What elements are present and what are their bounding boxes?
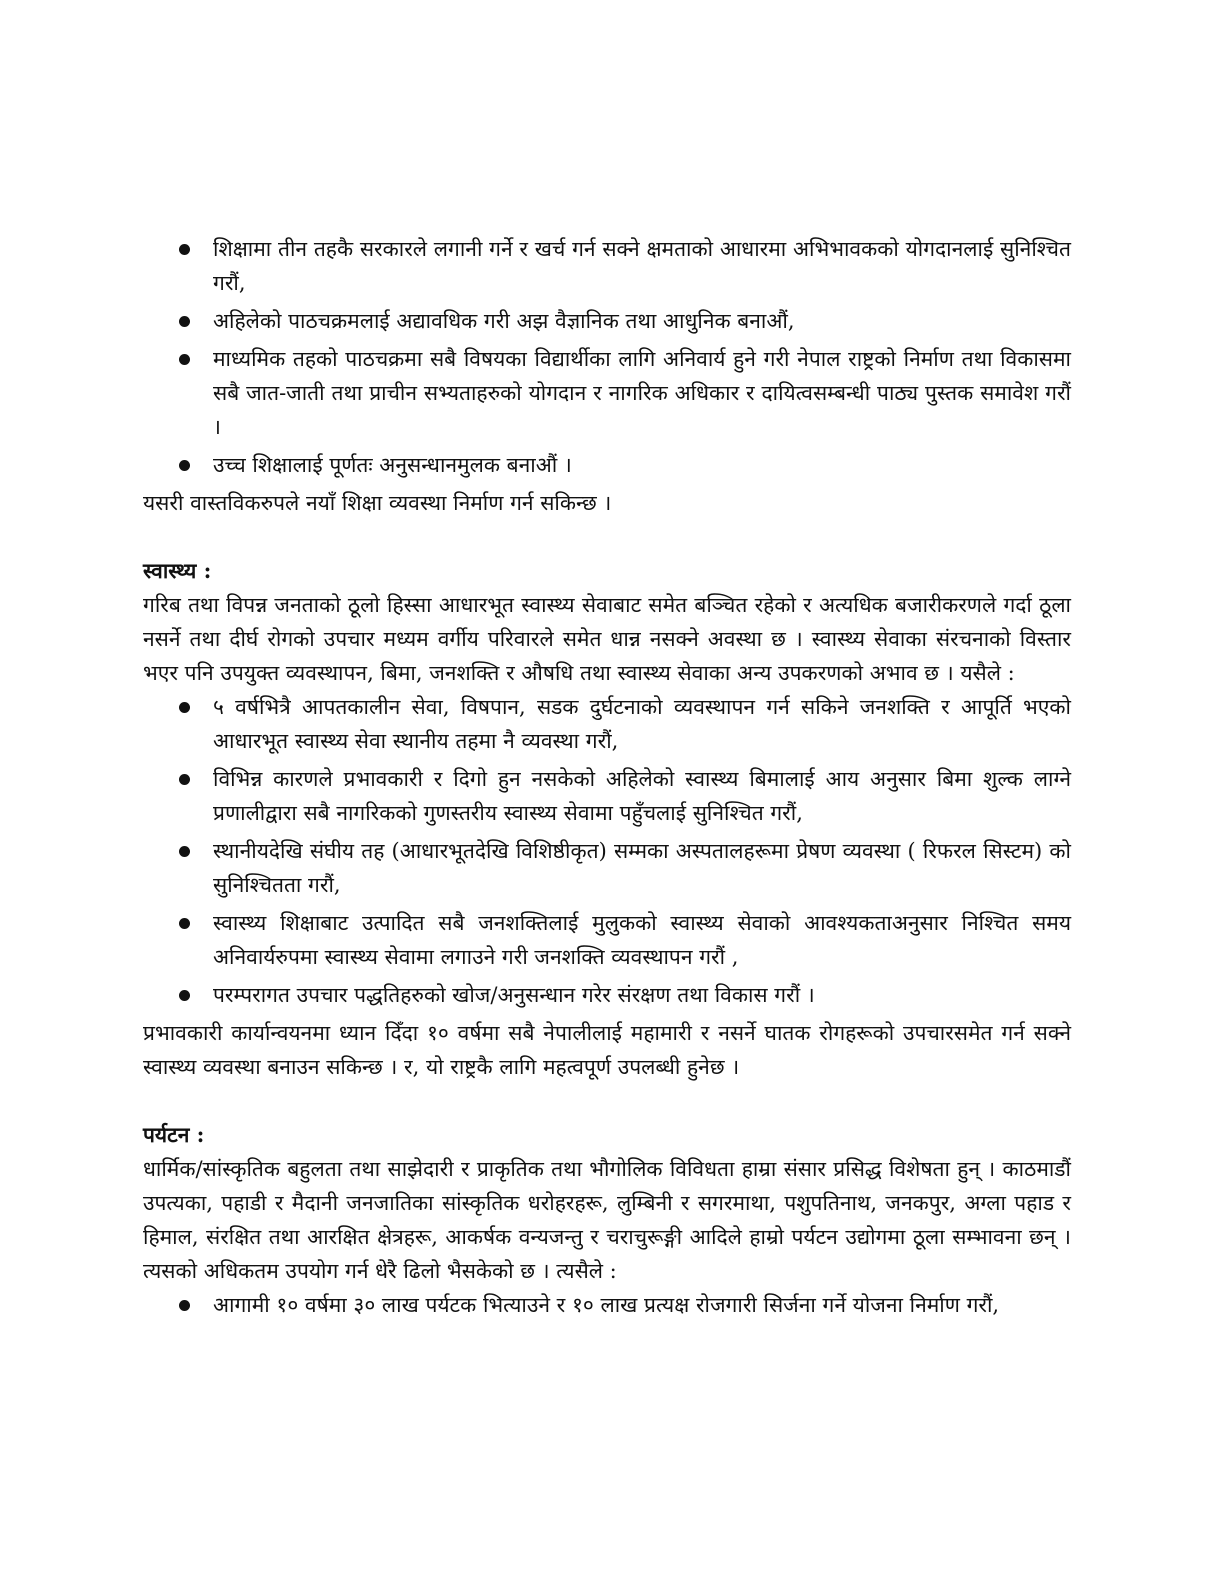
bullet-text: स्वास्थ्य शिक्षाबाट उत्पादित सबै जनशक्तिलाई मुलुकको स्वास्थ्य सेवाको आवश्यकताअनुसार निश्चित समय अनिवार्यरुपमा स्वास्थ्य सेवामा लगाउने गरी जनशक्ति व्यवस्थापन गरौं , <box>213 911 1071 969</box>
bullet-text: उच्च शिक्षालाई पूर्णतः अनुसन्धानमुलक बनाऔं । <box>213 453 572 477</box>
bullet-text: शिक्षामा तीन तहकै सरकारले लगानी गर्ने र खर्च गर्न सक्ने क्षमताको आधारमा अभिभावकको योगदानलाई सुनिश्चित गरौं, <box>213 237 1071 295</box>
list-item <box>143 342 1071 444</box>
list-item <box>143 232 1071 300</box>
bullet-icon <box>179 1300 190 1311</box>
document-page <box>143 232 1071 1326</box>
health-heading: स्वास्थ्य : <box>143 558 212 583</box>
list-item <box>143 690 1071 758</box>
bullet-text: स्थानीयदेखि संघीय तह (आधारभूतदेखि विशिष्ठीकृत) सम्मका अस्पतालहरूमा प्रेषण व्यवस्था ( रिफरल सिस्टम) को सुनिश्चितता गरौं, <box>213 839 1071 897</box>
education-bullet-list <box>143 232 1071 482</box>
bullet-icon <box>179 354 190 365</box>
list-item <box>143 1288 1071 1322</box>
bullet-icon <box>179 774 190 785</box>
bullet-icon <box>179 244 190 255</box>
bullet-text: ५ वर्षभित्रै आपतकालीन सेवा, विषपान, सडक दुर्घटनाको व्यवस्थापन गर्न सकिने जनशक्ति र आपूर्ति भएको आधारभूत स्वास्थ्य सेवा स्थानीय तहमा नै व्यवस्था गरौं, <box>213 695 1071 753</box>
list-item <box>143 978 1071 1012</box>
health-intro: गरिब तथा विपन्न जनताको ठूलो हिस्सा आधारभूत स्वास्थ्य सेवाबाट समेत बञ्चित रहेको र अत्यधिक बजारीकरणले गर्दा ठूला नसर्ने तथा दीर्घ रोगको उपचार मध्यम वर्गीय परिवारले समेत धान्न नसक्ने अवस्था छ । स्वास्थ्य सेवाका संरचनाको विस्तार भएर पनि उपयुक्त व्यवस्थापन, बिमा, जनशक्ति र औषधि तथा स्वास्थ्य सेवाका अन्य उपकरणको अभाव छ । यसैले : <box>143 593 1071 685</box>
tourism-bullet-list <box>143 1288 1071 1322</box>
tourism-intro: धार्मिक/सांस्कृतिक बहुलता तथा साझेदारी र प्राकृतिक तथा भौगोलिक विविधता हाम्रा संसार प्रसिद्ध विशेषता हुन् । काठमाडौं उपत्यका, पहाडी र मैदानी जनजातिका सांस्कृतिक धरोहरहरू, लुम्बिनी र सगरमाथा, पशुपतिनाथ, जनकपुर, अग्ला पहाड र हिमाल, संरक्षित तथा आरक्षित क्षेत्रहरू, आकर्षक वन्यजन्तु र चराचुरूङ्गी आदिले हाम्रो पर्यटन उद्योगमा ठूला सम्भावना छन् । त्यसको अधिकतम उपयोग गर्न धेरै ढिलो भैसकेको छ । त्यसैले : <box>143 1157 1071 1283</box>
bullet-text: विभिन्न कारणले प्रभावकारी र दिगो हुन नसकेको अहिलेको स्वास्थ्य बिमालाई आय अनुसार बिमा शुल्क लाग्ने प्रणालीद्वारा सबै नागरिकको गुणस्तरीय स्वास्थ्य सेवामा पहुँचलाई सुनिश्चित गरौं, <box>213 767 1071 825</box>
bullet-text: अहिलेको पाठचक्रमलाई अद्यावधिक गरी अझ वैज्ञानिक तथा आधुनिक बनाऔं, <box>213 309 795 333</box>
bullet-icon <box>179 990 190 1001</box>
list-item <box>143 834 1071 902</box>
list-item <box>143 304 1071 338</box>
health-bullet-list <box>143 690 1071 1012</box>
education-conclusion: यसरी वास्तविकरुपले नयाँ शिक्षा व्यवस्था निर्माण गर्न सकिन्छ । <box>143 491 612 515</box>
list-item <box>143 762 1071 830</box>
list-item <box>143 448 1071 482</box>
bullet-text: परम्परागत उपचार पद्धतिहरुको खोज/अनुसन्धान गरेर संरक्षण तथा विकास गरौं । <box>213 983 815 1007</box>
list-item <box>143 906 1071 974</box>
tourism-heading: पर्यटन : <box>143 1122 205 1147</box>
bullet-icon <box>179 702 190 713</box>
bullet-icon <box>179 846 190 857</box>
bullet-icon <box>179 918 190 929</box>
bullet-text: माध्यमिक तहको पाठचक्रमा सबै विषयका विद्यार्थीका लागि अनिवार्य हुने गरी नेपाल राष्ट्रको निर्माण तथा विकासमा सबै जात-जाती तथा प्राचीन सभ्यताहरुको योगदान र नागरिक अधिकार र दायित्वसम्बन्धी पाठ्य पुस्तक समावेश गरौं । <box>213 347 1071 439</box>
bullet-icon <box>179 460 190 471</box>
bullet-text: आगामी १० वर्षमा ३० लाख पर्यटक भित्याउने र १० लाख प्रत्यक्ष रोजगारी सिर्जना गर्ने योजना निर्माण गरौं, <box>213 1293 1000 1317</box>
bullet-icon <box>179 316 190 327</box>
health-conclusion: प्रभावकारी कार्यान्वयनमा ध्यान दिँदा १० वर्षमा सबै नेपालीलाई महामारी र नसर्ने घातक रोगहरूको उपचारसमेत गर्न सक्ने स्वास्थ्य व्यवस्था बनाउन सकिन्छ । र, यो राष्ट्रकै लागि महत्वपूर्ण उपलब्धी हुनेछ । <box>143 1021 1071 1079</box>
